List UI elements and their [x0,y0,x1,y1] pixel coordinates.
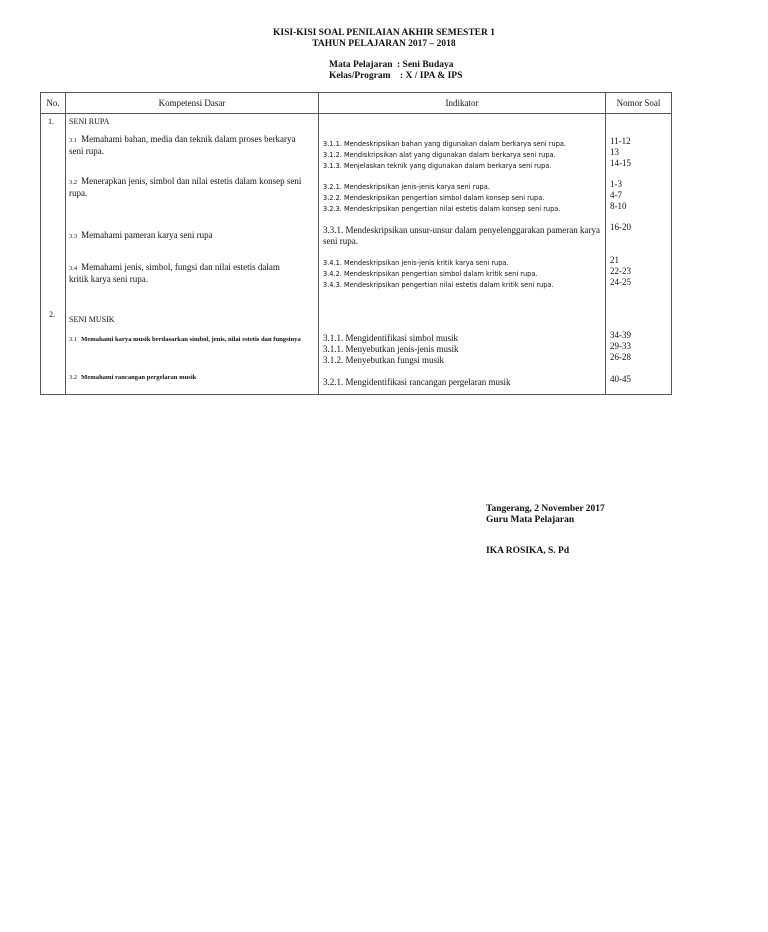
subject-label: Mata Pelajaran [329,60,393,70]
indicator-item: 3.4.1. Mendeskripsikan jenis-jenis kritik karya seni rupa. [323,259,509,267]
kisi-kisi-table [40,92,672,395]
indicator-item: 3.1.1. Mendeskripsikan bahan yang digunakan dalam berkarya seni rupa. [323,140,567,148]
kd-item [69,134,307,157]
indicator-group [323,139,566,172]
indicator-group [323,182,560,215]
indicator-item: 3.2.3. Mendeskripsikan pengertian nilai estetis dalam konsep seni rupa. [323,205,561,213]
question-number: 1-3 [610,179,622,189]
indicator-item: 3.2.2. Mendeskripsikan pengertian simbol dalam konsep seni rupa. [323,194,545,202]
question-number: 13 [610,147,619,157]
header-kompetensi-dasar: Kompetensi Dasar [66,93,319,114]
kd-number: 3.1 [69,336,78,343]
section-title: SENI RUPA [69,117,110,126]
question-number: 22-23 [610,266,631,276]
kd-item [69,230,307,242]
number-group [610,222,631,233]
question-number: 11-12 [610,136,631,146]
kd-text: Memahami karya musik berdasarkan simbol, jenis, nilai estetis dan fungsinya [81,336,301,343]
indicator-group [323,333,458,366]
question-number: 40-45 [610,374,631,384]
class-line [329,71,462,81]
indicator-group [323,225,603,247]
document-title: KISI-KISI SOAL PENILAIAN AKHIR SEMESTER 1 [273,28,495,38]
question-number: 24-25 [610,277,631,287]
kd-text: Memahami jenis, simbol, fungsi dan nilai estetis dalam kritik karya seni rupa. [69,262,280,284]
nomor-soal-cell [606,114,672,395]
kompetensi-dasar-cell [66,114,319,395]
no-cell [41,114,66,395]
question-number: 29-33 [610,341,631,351]
indicator-item: 3.4.2. Mendeskripsikan pengertian simbol dalam kritik seni rupa. [323,270,538,278]
subject-value: : Seni Budaya [397,60,454,70]
indicator-item: 3.3.1. Mendeskripsikan unsur-unsur dalam penyelenggarakan pameran karya seni rupa. [323,225,600,246]
section-number: 1. [48,117,54,126]
indicator-item: 3.2.1. Mendeskripsikan jenis-jenis karya seni rupa. [323,183,490,191]
indicator-group [323,258,554,291]
indicator-item: 3.1.1. Mengidentifikasi simbol musik [323,333,458,343]
number-group [610,179,627,212]
question-number: 21 [610,255,619,265]
kd-text: Memahami bahan, media dan teknik dalam proses berkarya seni rupa. [69,134,296,156]
kd-number: 3.2 [69,374,78,381]
table-header-row [41,93,672,114]
indicator-item: 3.2.1. Mengidentifikasi rancangan pergelaran musik [323,377,511,387]
kd-text: Menerapkan jenis, simbol dan nilai estetis dalam konsep seni rupa. [69,176,302,198]
class-label: Kelas/Program [329,71,391,81]
signature-role: Guru Mata Pelajaran [486,515,575,525]
kd-text: Memahami pameran karya seni rupa [81,230,213,240]
number-group [610,136,631,169]
number-group [610,374,631,385]
signature-place-date: Tangerang, 2 November 2017 [486,504,605,514]
indicator-group [323,377,511,388]
kd-item [69,176,307,199]
subject-line [329,60,454,70]
table-body-row [41,114,672,395]
kd-number: 3.4 [69,265,78,272]
class-value: : X / IPA & IPS [400,71,463,81]
kd-item [69,373,309,383]
question-number: 4-7 [610,190,622,200]
header-indikator: Indikator [319,93,606,114]
number-group [610,255,631,288]
indikator-cell [319,114,606,395]
indicator-item: 3.1.2. Menyebutkan fungsi musik [323,355,444,365]
question-number: 14-15 [610,158,631,168]
question-number: 26-28 [610,352,631,362]
academic-year: TAHUN PELAJARAN 2017 – 2018 [312,39,456,49]
question-number: 8-10 [610,201,627,211]
kd-item [69,262,294,285]
indicator-item: 3.1.1. Menyebutkan jenis-jenis musik [323,344,459,354]
number-group [610,330,631,363]
kd-number: 3.2 [69,179,78,186]
signature-name: IKA ROSIKA, S. Pd [486,546,570,556]
question-number: 16-20 [610,222,631,232]
section-title: SENI MUSIK [69,315,115,324]
indicator-item: 3.1.3. Menjelaskan teknik yang digunakan dalam berkarya seni rupa. [323,162,552,170]
kd-number: 3.1 [69,137,78,144]
kd-text: Memahami rancangan pergelaran musik [81,374,197,381]
header-no: No. [41,93,66,114]
indicator-item: 3.4.3. Mendeskripsikan pengertian nilai estetis dalam kritik seni rupa. [323,281,554,289]
question-number: 34-39 [610,330,631,340]
indicator-item: 3.1.2. Mendiskripsikan alat yang digunakan dalam berkarya seni rupa. [323,151,556,159]
section-number: 2. [49,310,55,319]
kd-number: 3.3 [69,233,78,240]
header-nomor-soal: Nomor Soal [606,93,672,114]
kd-item [69,335,309,345]
